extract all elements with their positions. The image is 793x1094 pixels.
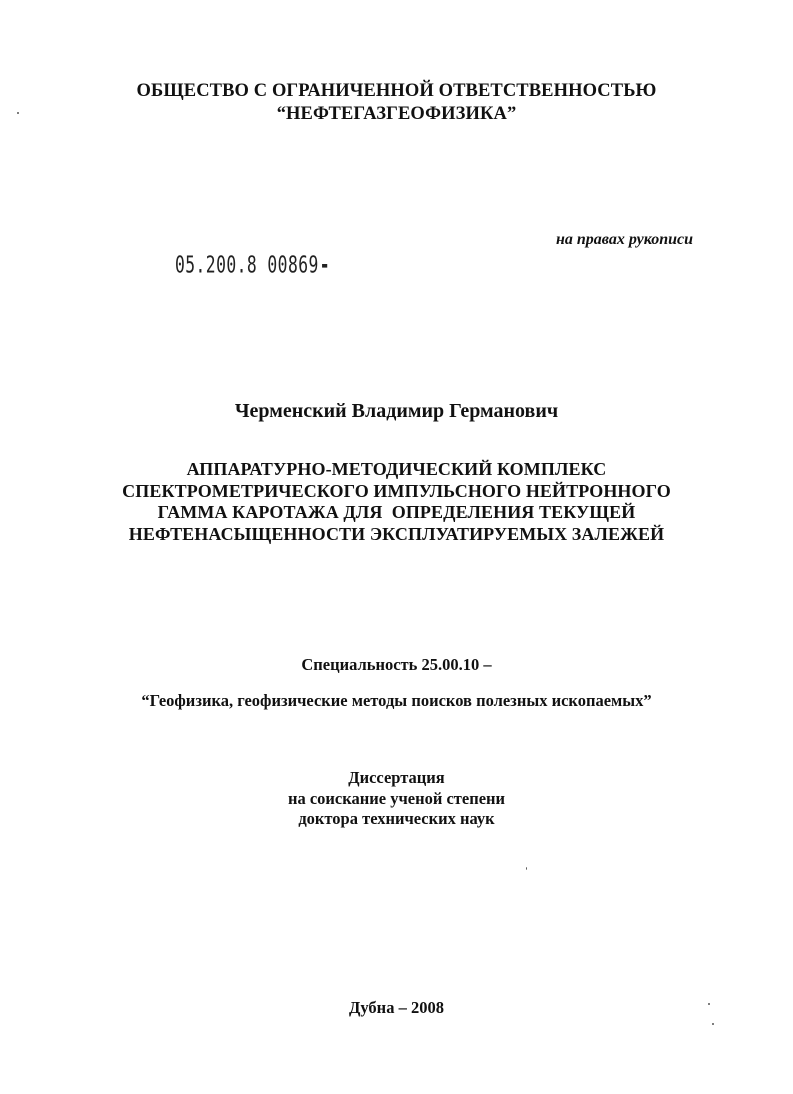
scan-speck [17, 112, 19, 114]
organization-line-1: ОБЩЕСТВО С ОГРАНИЧЕННОЙ ОТВЕТСТВЕННОСТЬЮ [136, 81, 657, 101]
title-line-4: НЕФТЕНАСЫЩЕННОСТИ ЭКСПЛУАТИРУЕМЫХ ЗАЛЕЖЕЙ [128, 523, 665, 544]
author-name: Черменский Владимир Германович [234, 400, 559, 422]
specialty-field: “Геофизика, геофизические методы поисков полезных ископаемых” [141, 691, 652, 710]
title-line-1: АППАРАТУРНО-МЕТОДИЧЕСКИЙ КОМПЛЕКС [186, 459, 607, 479]
thesis-line-2: на соискание ученой степени [287, 788, 506, 808]
thesis-line-1: Диссертация [348, 768, 445, 787]
stamp-dash-mark [322, 264, 327, 268]
thesis-line-3: доктора технических наук [298, 809, 495, 828]
thesis-description [0, 768, 793, 830]
specialty-code: Специальность 25.00.10 – [301, 655, 492, 674]
rights-note: на правах рукописи [556, 231, 694, 248]
title-line-3: ГАММА КАРОТАЖА ДЛЯ ОПРЕДЕЛЕНИЯ ТЕКУЩЕЙ [157, 502, 636, 522]
scan-speck [708, 1003, 710, 1005]
organization-header [0, 80, 793, 126]
scan-speck [526, 867, 527, 870]
organization-line-2: “НЕФТЕГАЗГЕОФИЗИКА” [276, 104, 517, 124]
title-line-2: СПЕКТРОМЕТРИЧЕСКОГО ИМПУЛЬСНОГО НЕЙТРОННОГО [122, 480, 671, 501]
dissertation-title [0, 459, 793, 545]
stamp-number [175, 252, 327, 278]
scan-speck [712, 1023, 714, 1025]
city-year: Дубна – 2008 [349, 998, 444, 1017]
stamp-number-text: 05.200.8 00869 [175, 252, 319, 279]
